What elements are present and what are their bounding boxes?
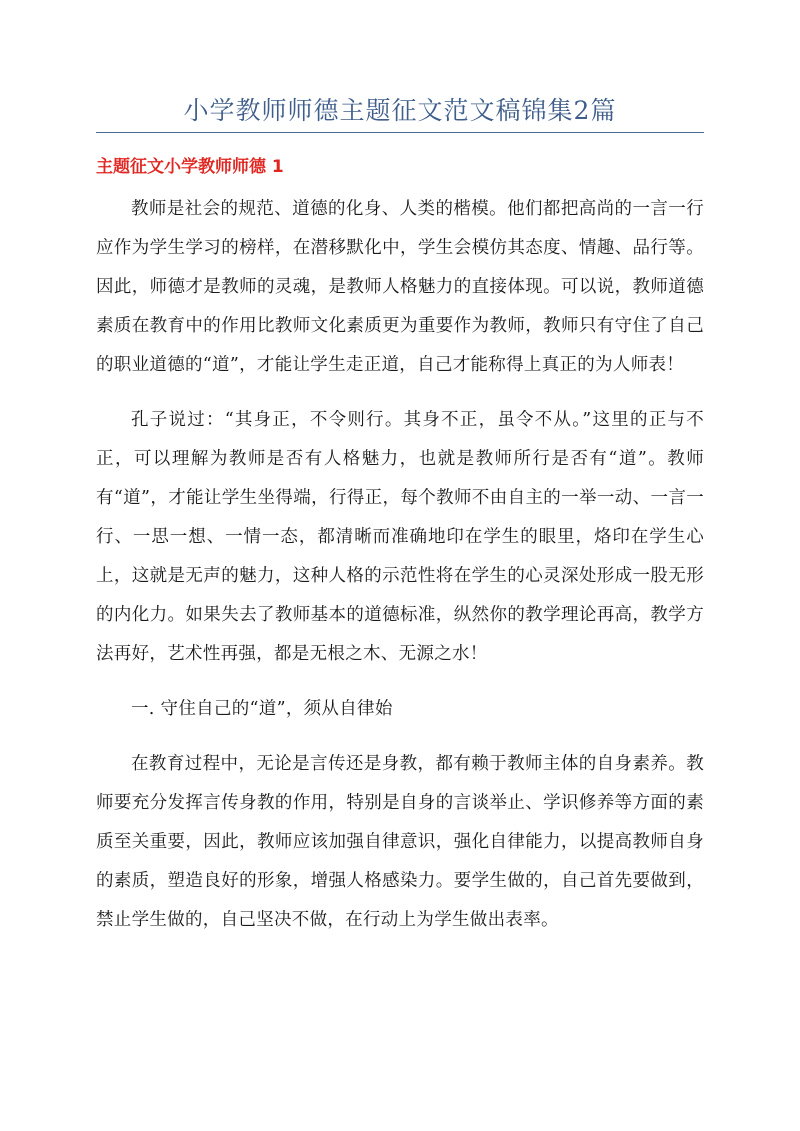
subheading-1: 一. 守住自己的“道”，须从自律始 [131,699,393,719]
paragraph-3: 在教育过程中，无论是言传还是身教，都有赖于教师主体的自身素养。教师要充分发挥言传身教的作用，特别是自身的言谈举止、学识修养等方面的素质至关重要，因此，教师应该加强自律意识，强化自律能力，以提高教师自身的素质，塑造良好的形象，增强人格感染力。要学生做的，自己首先要做到，禁止学生做的，自己坚决不做，在行动上为学生做出表率。 [96,754,704,930]
paragraph-1: 教师是社会的规范、道德的化身、人类的楷模。他们都把高尚的一言一行应作为学生学习的榜样，在潜移默化中，学生会模仿其态度、情趣、品行等。因此，师德才是教师的灵魂，是教师人格魅力的直接体现。可以说，教师道德素质在教育中的作用比教师文化素质更为重要作为教师，教师只有守住了自己的职业道德的“道”，才能让学生走正道，自己才能称得上真正的为人师表！ [96,199,704,375]
document-title: 小学教师师德主题征文范文稿锦集2篇 [183,96,617,125]
document-body [96,190,704,940]
paragraph-2: 孔子说过：“其身正，不令则行。其身不正，虽令不从。”这里的正与不正，可以理解为教师是否有人格魅力，也就是教师所行是否有“道”。教师有“道”，才能让学生坐得端，行得正，每个教师不由自主的一举一动、一言一行、一思一想、一情一态，都清晰而准确地印在学生的眼里，烙印在学生心上，这就是无声的魅力，这种人格的示范性将在学生的心灵深处形成一股无形的内化力。如果失去了教师基本的道德标准，纵然你的教学理论再高，教学方法再好，艺术性再强，都是无根之木、无源之水！ [96,410,704,664]
section-heading: 主题征文小学教师师德 1 [96,157,284,177]
title-underline [96,132,704,133]
